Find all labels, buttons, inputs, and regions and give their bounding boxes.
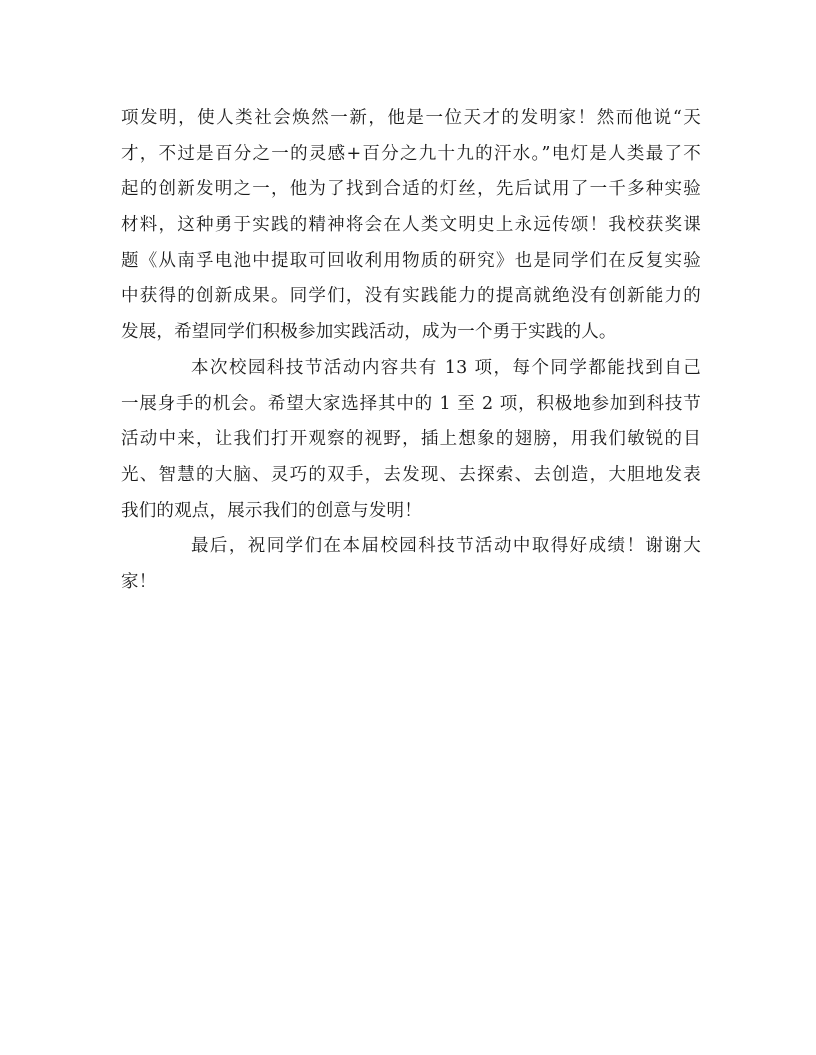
text-line: 中获得的创新成果。同学们，没有实践能力的提高就绝没有创新能力的 <box>121 286 701 307</box>
text-line: 题《从南孚电池中提取可回收利用物质的研究》也是同学们在反复实验 <box>121 250 701 271</box>
text-line: 家！ <box>121 571 157 592</box>
text-line: 项发明，使人类社会焕然一新，他是一位天才的发明家！然而他说“天 <box>121 108 701 128</box>
document-body <box>121 101 701 601</box>
paragraph-3 <box>121 529 701 599</box>
text-line: 最后，祝同学们在本届校园科技节活动中取得好成绩！谢谢大 <box>191 536 701 557</box>
paragraph-1 <box>121 101 701 349</box>
text-line: 材料，这种勇于实践的精神将会在人类文明史上永远传颂！我校获奖课 <box>121 215 701 236</box>
paragraph-2 <box>121 351 701 528</box>
text-line: 起的创新发明之一，他为了找到合适的灯丝，先后试用了一千多种实验 <box>121 179 701 200</box>
text-line: 本次校园科技节活动内容共有 13 项，每个同学都能找到自己 <box>191 357 701 378</box>
text-line: 才，不过是百分之一的灵感+百分之九十九的汗水。”电灯是人类最了不 <box>121 143 701 164</box>
text-line: 我们的观点，展示我们的创意与发明！ <box>121 500 422 521</box>
text-line: 活动中来，让我们打开观察的视野，插上想象的翅膀，用我们敏锐的目 <box>121 429 701 450</box>
text-line: 发展，希望同学们积极参加实践活动，成为一个勇于实践的人。 <box>121 322 617 343</box>
text-line: 光、智慧的大脑、灵巧的双手，去发现、去探索、去创造，大胆地发表 <box>121 464 701 485</box>
text-line: 一展身手的机会。希望大家选择其中的 1 至 2 项，积极地参加到科技节 <box>121 393 701 414</box>
